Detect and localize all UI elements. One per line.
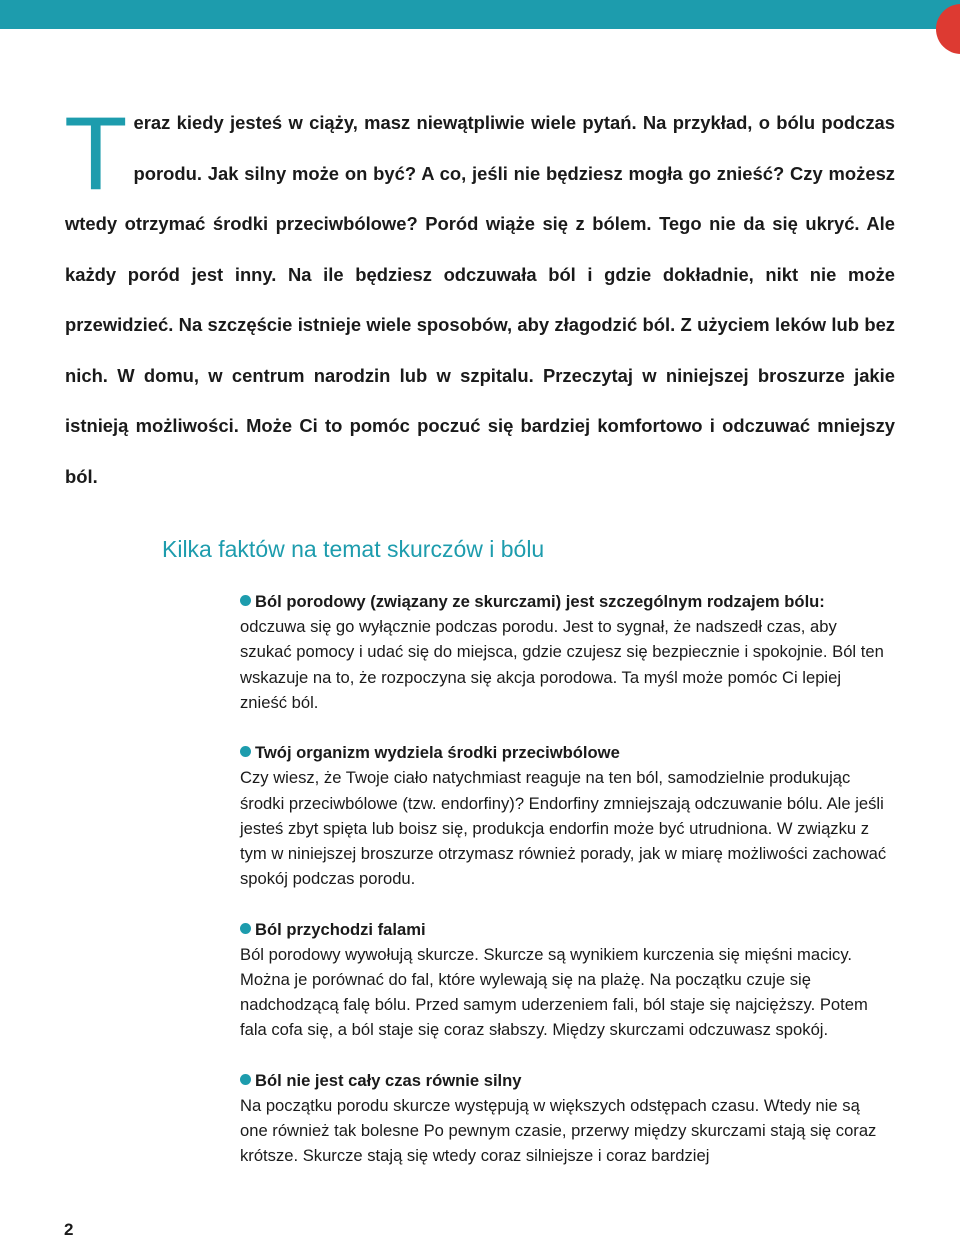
top-color-bar bbox=[0, 0, 960, 29]
fact-item bbox=[240, 589, 890, 715]
fact-item bbox=[240, 1068, 890, 1169]
fact-heading-text: Ból porodowy (związany ze skurczami) jest szczególnym rodzajem bólu: bbox=[255, 592, 825, 611]
facts-list bbox=[240, 589, 890, 1194]
fact-heading-text: Ból przychodzi falami bbox=[255, 919, 426, 939]
drop-cap: T bbox=[64, 96, 128, 212]
fact-item bbox=[240, 917, 890, 1043]
fact-body: odczuwa się go wyłącznie podczas porodu. Jest to sygnał, że nadszedł czas, aby szukać pomocy i udać się do miejsca, gdzie czujesz się bezpiecznie i spokojnie. Ból ten wskazuje na to, że rozpoczyna się akcja porodowa. Ta myśl może pomóc Ci lepiej znieść ból. bbox=[240, 617, 884, 712]
intro-paragraph bbox=[65, 98, 895, 502]
fact-body: Ból porodowy wywołują skurcze. Skurcze są wynikiem kurczenia się mięśni macicy. Można je porównać do fal, które wylewają się na plażę. Na początku czuje się nadchodzącą falę bólu. Przed samym uderzeniem fali, ból staje się najcięższy. Potem fala cofa się, a ból staje się coraz słabszy. Między skurczami odczuwasz spokój. bbox=[240, 944, 868, 1040]
fact-heading-text: Ból nie jest cały czas równie silny bbox=[255, 1070, 522, 1090]
fact-heading bbox=[240, 917, 890, 942]
intro-text: eraz kiedy jesteś w ciąży, masz niewątpliwie wiele pytań. Na przykład, o bólu podczas porodu. Jak silny może on być? A co, jeśli nie będziesz mogła go znieść? Czy możesz wtedy otrzymać środki przeciwbólowe? Poród wiąże się z bólem. Tego nie da się ukryć. Ale każdy poród jest inny. Na ile będziesz odczuwała ból i gdzie dokładnie, nikt nie może przewidzieć. Na szczęście istnieje wiele sposobów, aby złagodzić ból. Z użyciem leków lub bez nich. W domu, w centrum narodzin lub w szpitalu. Przeczytaj w niniejszej broszurze jakie istnieją możliwości. Może Ci to pomóc poczuć się bardziej komfortowo i odczuwać mniejszy ból. bbox=[65, 112, 895, 487]
fact-heading-text: Twój organizm wydziela środki przeciwbólowe bbox=[255, 743, 620, 763]
bullet-dot-icon bbox=[240, 923, 251, 934]
fact-heading bbox=[240, 740, 890, 765]
page-number: 2 bbox=[64, 1220, 74, 1239]
fact-body: Na początku porodu skurcze występują w większych odstępach czasu. Wtedy nie są one również tak bolesne Po pewnym czasie, przerwy między skurczami stają się coraz krótsze. Skurcze stają się wtedy coraz silniejsze i coraz bardziej bbox=[240, 1096, 877, 1166]
fact-heading bbox=[240, 1068, 890, 1093]
bullet-dot-icon bbox=[240, 595, 251, 606]
fact-item bbox=[240, 740, 890, 891]
fact-body: Czy wiesz, że Twoje ciało natychmiast reaguje na ten ból, samodzielnie produkując środki przeciwbólowe (tzw. endorfiny)? Endorfiny zmniejszają odczuwanie bólu. Ale jeśli jesteś zbyt spięta lub boisz się, produkcja endorfin może być utrudniona. W związku z tym w niniejszej broszurze otrzymasz również porady, jak w miarę możliwości zachować spokój podczas porodu. bbox=[240, 768, 887, 889]
bullet-dot-icon bbox=[240, 746, 251, 757]
fact-heading bbox=[240, 589, 890, 614]
section-title: Kilka faktów na temat skurczów i bólu bbox=[162, 536, 545, 562]
bullet-dot-icon bbox=[240, 1074, 251, 1085]
